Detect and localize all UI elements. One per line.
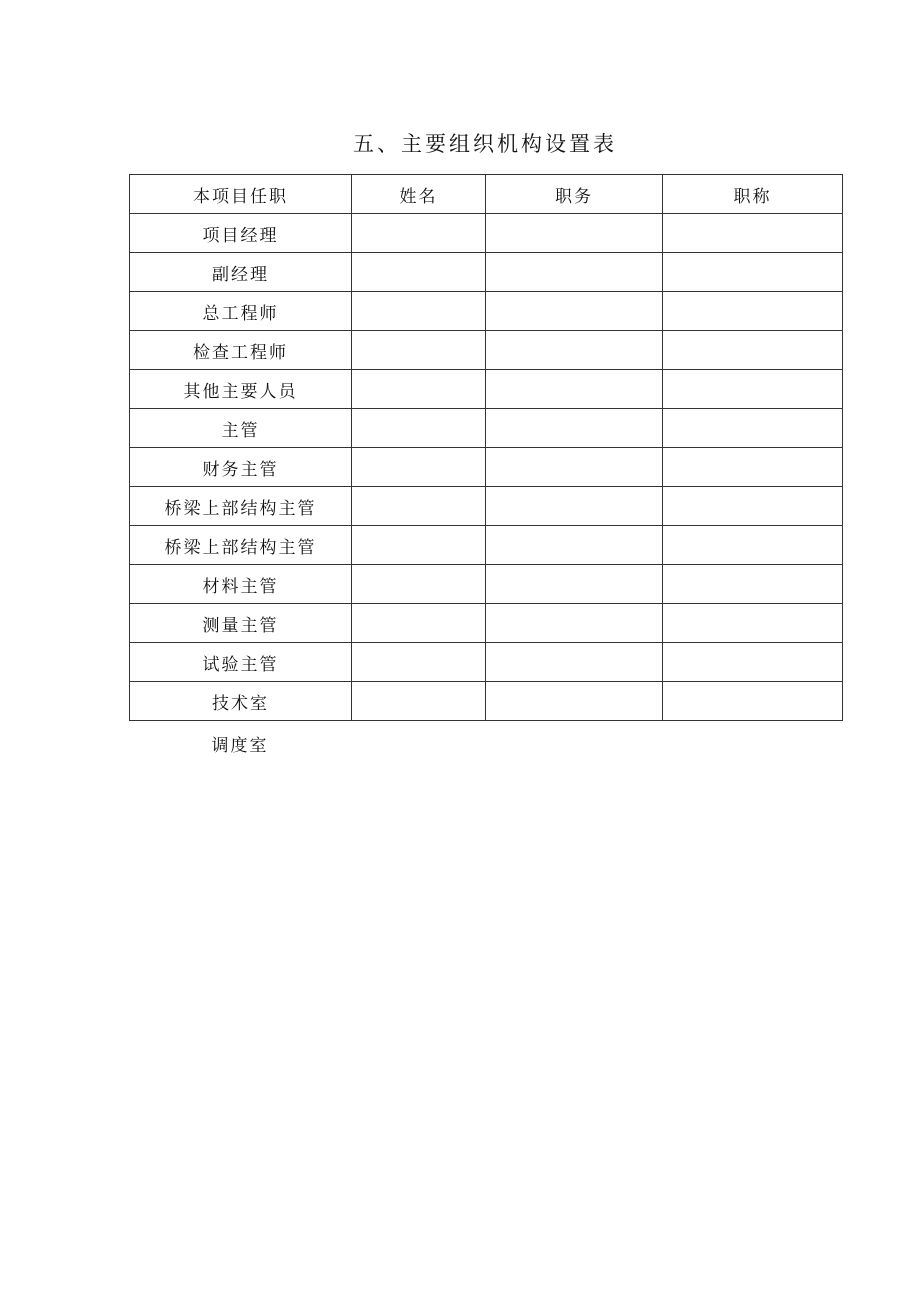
name-cell: [352, 331, 486, 370]
name-cell: [352, 526, 486, 565]
name-cell: [352, 214, 486, 253]
title-cell: [663, 448, 843, 487]
role-cell: 总工程师: [130, 292, 352, 331]
name-cell: [352, 565, 486, 604]
title-cell: [663, 682, 843, 721]
role-cell: 财务主管: [130, 448, 352, 487]
role-cell: 试验主管: [130, 643, 352, 682]
table-row: [130, 682, 843, 721]
duty-cell: [486, 409, 663, 448]
table-row: [130, 370, 843, 409]
table-row: [130, 331, 843, 370]
duty-cell: [486, 331, 663, 370]
role-cell: 其他主要人员: [130, 370, 352, 409]
role-cell: 桥梁上部结构主管: [130, 487, 352, 526]
table-header-row: [130, 175, 843, 214]
duty-cell: [486, 643, 663, 682]
name-cell: [352, 409, 486, 448]
duty-cell: [486, 487, 663, 526]
role-cell: 技术室: [130, 682, 352, 721]
duty-cell: [486, 604, 663, 643]
duty-cell: [486, 526, 663, 565]
table-row: [130, 214, 843, 253]
table-row: [130, 487, 843, 526]
role-cell: 桥梁上部结构主管: [130, 526, 352, 565]
title-cell: [663, 604, 843, 643]
title-cell: [663, 370, 843, 409]
title-cell: [663, 409, 843, 448]
title-cell: [663, 292, 843, 331]
table-row: [130, 409, 843, 448]
table-row: [130, 448, 843, 487]
table-row: [130, 643, 843, 682]
title-cell: [663, 526, 843, 565]
role-cell: 副经理: [130, 253, 352, 292]
table-row: [130, 565, 843, 604]
name-cell: [352, 370, 486, 409]
table-row: [130, 292, 843, 331]
title-cell: [663, 643, 843, 682]
trailing-role-text: 调度室: [211, 736, 269, 756]
name-cell: [352, 682, 486, 721]
duty-cell: [486, 448, 663, 487]
name-cell: [352, 253, 486, 292]
header-name: 姓名: [352, 175, 486, 214]
title-cell: [663, 565, 843, 604]
name-cell: [352, 643, 486, 682]
role-cell: 主管: [130, 409, 352, 448]
title-cell: [663, 214, 843, 253]
page-title: 五、主要组织机构设置表: [353, 132, 617, 156]
name-cell: [352, 448, 486, 487]
role-cell: 检查工程师: [130, 331, 352, 370]
role-cell: 测量主管: [130, 604, 352, 643]
role-cell: 材料主管: [130, 565, 352, 604]
duty-cell: [486, 682, 663, 721]
header-role: 本项目任职: [130, 175, 352, 214]
name-cell: [352, 487, 486, 526]
duty-cell: [486, 214, 663, 253]
header-duty: 职务: [486, 175, 663, 214]
title-cell: [663, 253, 843, 292]
name-cell: [352, 604, 486, 643]
duty-cell: [486, 565, 663, 604]
duty-cell: [486, 292, 663, 331]
title-cell: [663, 487, 843, 526]
duty-cell: [486, 253, 663, 292]
table-row: [130, 526, 843, 565]
duty-cell: [486, 370, 663, 409]
table-row: [130, 253, 843, 292]
name-cell: [352, 292, 486, 331]
table-row: [130, 604, 843, 643]
header-professional-title: 职称: [663, 175, 843, 214]
organization-table: [129, 174, 843, 721]
title-cell: [663, 331, 843, 370]
role-cell: 项目经理: [130, 214, 352, 253]
